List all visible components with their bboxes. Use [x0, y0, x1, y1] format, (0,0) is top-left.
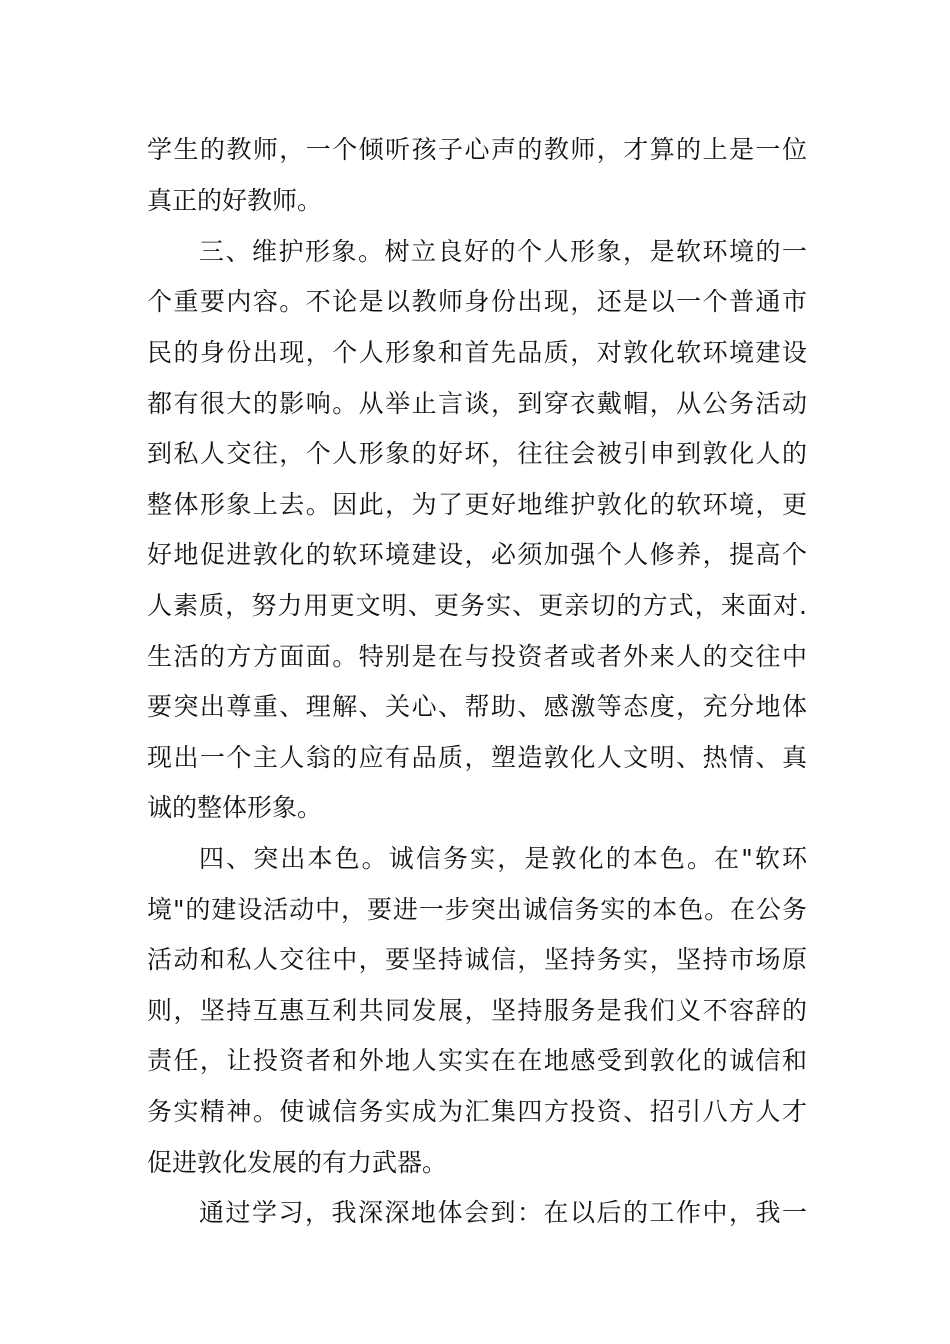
paragraph-line: 诚的整体形象。 [147, 793, 323, 822]
section-heading-line: 四、突出本色。诚信务实，是敦化的本色。在"软环 [199, 844, 807, 873]
paragraph-line: 生活的方方面面。特别是在与投资者或者外来人的交往中 [147, 642, 807, 671]
paragraph-line: 真正的好教师。 [147, 186, 323, 215]
paragraph-line: 责任，让投资者和外地人实实在在地感受到敦化的诚信和 [147, 1046, 807, 1075]
paragraph-line: 整体形象上去。因此，为了更好地维护敦化的软环境，更 [147, 490, 807, 519]
paragraph-line: 则，坚持互惠互利共同发展，坚持服务是我们义不容辞的 [147, 996, 807, 1025]
paragraph-line: 要突出尊重、理解、关心、帮助、感激等态度，充分地体 [147, 692, 807, 721]
paragraph-line: 活动和私人交往中，要坚持诚信，坚持务实，坚持市场原 [147, 945, 807, 974]
paragraph-line: 民的身份出现，个人形象和首先品质，对敦化软环境建设 [147, 338, 807, 367]
paragraph-line: 境"的建设活动中，要进一步突出诚信务实的本色。在公务 [147, 895, 807, 924]
paragraph-line: 促进敦化发展的有力武器。 [147, 1148, 448, 1177]
paragraph-line: 到私人交往，个人形象的好坏，往往会被引申到敦化人的 [147, 439, 807, 468]
section-heading-line: 三、维护形象。树立良好的个人形象，是软环境的一 [199, 237, 807, 266]
paragraph-line: 现出一个主人翁的应有品质，塑造敦化人文明、热情、真 [147, 743, 807, 772]
paragraph-line: 好地促进敦化的软环境建设，必须加强个人修养，提高个 [147, 540, 807, 569]
paragraph-line: 通过学习，我深深地体会到：在以后的工作中，我一 [199, 1198, 807, 1227]
paragraph-line: 都有很大的影响。从举止言谈，到穿衣戴帽，从公务活动 [147, 389, 807, 418]
paragraph-line: 人素质，努力用更文明、更务实、更亲切的方式，来面对. [147, 591, 807, 620]
paragraph-line: 个重要内容。不论是以教师身份出现，还是以一个普通市 [147, 287, 807, 316]
paragraph-line: 务实精神。使诚信务实成为汇集四方投资、招引八方人才 [147, 1097, 807, 1126]
paragraph-line: 学生的教师，一个倾听孩子心声的教师，才算的上是一位 [147, 135, 807, 164]
